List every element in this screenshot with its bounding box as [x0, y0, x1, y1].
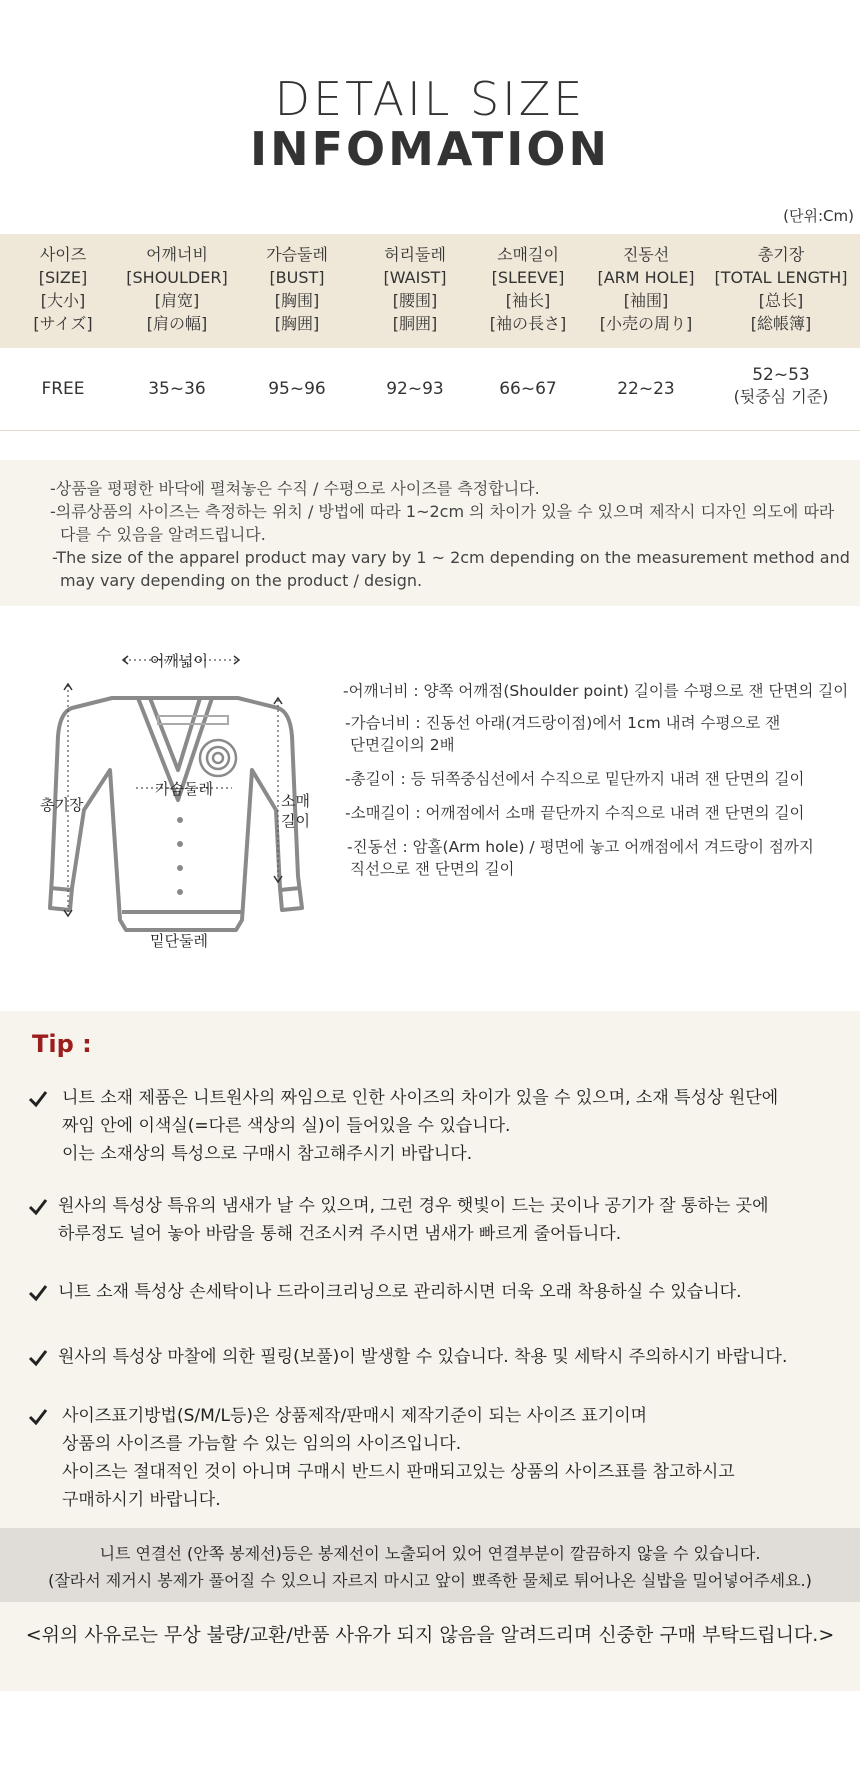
- desc-sleeve: -소매길이 : 어깨점에서 소매 끝단까지 수직으로 내려 잰 단면의 길이: [345, 804, 805, 822]
- col-label-ja: [胸囲]: [274, 314, 320, 333]
- col-label-ko: 허리둘레: [384, 245, 446, 264]
- col-armhole: [584, 234, 708, 335]
- cell-sleeve: 66~67: [499, 379, 557, 399]
- note-line: -The size of the apparel product may vary by 1 ~ 2cm depending on the measurement method and: [52, 548, 850, 567]
- tip-line: 사이즈는 절대적인 것이 아니며 구매시 반드시 판매되고있는 상품의 사이즈표를 참고하시고: [62, 1462, 735, 1482]
- col-label-en: [SIZE]: [38, 268, 88, 287]
- note-line: may vary depending on the product / design.: [60, 571, 423, 590]
- seam-notice-line2: (잘라서 제거시 봉제가 풀어질 수 있으니 자르지 마시고 앞이 뾰족한 물체로 튀어나온 실밥을 밀어넣어주세요.): [48, 1571, 812, 1590]
- col-label-en: [SHOULDER]: [126, 268, 228, 287]
- col-label-zh: [大小]: [40, 291, 86, 310]
- col-waist: [358, 234, 472, 335]
- cell-size: FREE: [41, 379, 85, 399]
- size-table-header: [0, 234, 860, 348]
- sleeve-label-1: 소매: [281, 792, 310, 810]
- col-bust: [236, 234, 358, 335]
- col-label-zh: [总长]: [758, 291, 804, 310]
- cell-shoulder: 35~36: [148, 379, 206, 399]
- col-label-en: [BUST]: [269, 268, 325, 287]
- col-total-length: [708, 234, 854, 335]
- col-label-ja: [総帳簿]: [750, 314, 812, 333]
- desc-armhole-2: 직선으로 잰 단면의 길이: [350, 860, 515, 878]
- note-line: -의류상품의 사이즈는 측정하는 위치 / 방법에 따라 1~2cm 의 차이가 있을 수 있으며 제작시 디자인 의도에 따라: [50, 502, 835, 521]
- check-icon: [28, 1089, 48, 1109]
- col-label-zh: [腰围]: [392, 291, 438, 310]
- measurement-diagram: [0, 640, 860, 970]
- col-label-zh: [袖围]: [623, 291, 669, 310]
- col-label-ko: 사이즈: [39, 245, 87, 264]
- size-table-row: [0, 348, 860, 431]
- col-sleeve: [472, 234, 584, 335]
- col-label-ja: [小売の周り]: [599, 314, 693, 333]
- tip-line: 이는 소재상의 특성으로 구매시 참고해주시기 바랍니다.: [62, 1144, 473, 1164]
- tip-line: 구매하시기 바랍니다.: [62, 1490, 221, 1510]
- col-size: [8, 234, 118, 335]
- tip-line: 원사의 특성상 마찰에 의한 필링(보풀)이 발생할 수 있습니다. 착용 및 세탁시 주의하시기 바랍니다.: [58, 1347, 788, 1367]
- cell-total-length-note: (뒷중심 기준): [733, 387, 829, 406]
- cell-armhole: 22~23: [617, 379, 675, 399]
- tip-item-3: [58, 1278, 741, 1306]
- col-label-zh: [胸围]: [274, 291, 320, 310]
- seam-notice-line1: 니트 연결선 (안쪽 봉제선)등은 봉제선이 노출되어 있어 연결부분이 깔끔하지 않을 수 있습니다.: [99, 1544, 761, 1563]
- col-label-ja: [胴囲]: [392, 314, 438, 333]
- sleeve-label-2: 길이: [281, 812, 310, 830]
- col-label-ja: [サイズ]: [33, 314, 93, 333]
- check-icon: [28, 1283, 48, 1303]
- length-label: 총기장: [40, 796, 84, 814]
- tip-line: 상품의 사이즈를 가늠할 수 있는 임의의 사이즈입니다.: [62, 1434, 462, 1454]
- col-label-en: [TOTAL LENGTH]: [714, 268, 848, 287]
- tip-line: 원사의 특성상 특유의 냄새가 날 수 있으며, 그런 경우 햇빛이 드는 곳이나 공기가 잘 통하는 곳에: [58, 1196, 769, 1216]
- tip-line: 짜임 안에 이색실(=다른 색상의 실)이 들어있을 수 있습니다.: [62, 1116, 511, 1136]
- col-label-zh: [肩宽]: [154, 291, 200, 310]
- col-label-en: [SLEEVE]: [491, 268, 565, 287]
- check-icon: [28, 1407, 48, 1427]
- desc-length: -총길이 : 등 뒤쪽중심선에서 수직으로 밑단까지 내려 잰 단면의 길이: [345, 770, 805, 788]
- tip-item-2: [58, 1192, 769, 1248]
- col-label-en: [ARM HOLE]: [597, 268, 695, 287]
- note-line: 다를 수 있음을 알려드립니다.: [60, 525, 266, 544]
- page-title-line2: INFOMATION: [249, 122, 611, 176]
- cell-waist: 92~93: [386, 379, 444, 399]
- page-title-line1: DETAIL SIZE: [274, 72, 586, 126]
- tip-line: 니트 소재 특성상 손세탁이나 드라이크리닝으로 관리하시면 더욱 오래 착용하실 수 있습니다.: [58, 1282, 742, 1302]
- col-label-en: [WAIST]: [383, 268, 447, 287]
- cell-total-length: [708, 364, 854, 408]
- col-label-ja: [袖の長さ]: [489, 314, 567, 333]
- col-label-ko: 진동선: [622, 245, 670, 264]
- desc-bust-2: 단면길이의 2배: [350, 736, 455, 754]
- closing-notice: <위의 사유로는 무상 불량/교환/반품 사유가 되지 않음을 알려드리며 신중한 구매 부탁드립니다.>: [25, 1624, 835, 1646]
- tip-line: 사이즈표기방법(S/M/L등)은 상품제작/판매시 제작기준이 되는 사이즈 표기이며: [62, 1406, 648, 1426]
- tip-item-1: [62, 1084, 778, 1168]
- col-label-ja: [肩の幅]: [146, 314, 208, 333]
- col-label-ko: 총기장: [757, 245, 805, 264]
- check-icon: [28, 1348, 48, 1368]
- tip-line: 하루정도 널어 놓아 바람을 통해 건조시켜 주시면 냄새가 빠르게 줄어듭니다.: [58, 1224, 622, 1244]
- unit-label: (단위:Cm): [783, 207, 854, 225]
- cell-total-length-value: 52~53: [752, 365, 810, 385]
- col-shoulder: [118, 234, 236, 335]
- col-label-zh: [袖长]: [505, 291, 551, 310]
- check-icon: [28, 1197, 48, 1217]
- col-label-ko: 어깨너비: [146, 245, 208, 264]
- tip-item-4: [58, 1343, 787, 1371]
- hem-label: 밑단둘레: [150, 932, 208, 950]
- col-label-ko: 소매길이: [497, 245, 559, 264]
- tips-title: Tip :: [32, 1030, 92, 1058]
- col-label-ko: 가슴둘레: [266, 245, 328, 264]
- desc-shoulder: -어깨너비 : 양쪽 어깨점(Shoulder point) 길이를 수평으로 잰 단면의 길이: [343, 682, 849, 700]
- tip-item-5: [62, 1402, 735, 1514]
- desc-armhole: -진동선 : 암홀(Arm hole) / 평면에 놓고 어깨점에서 겨드랑이 점까지: [347, 838, 814, 856]
- note-line: -상품을 평평한 바닥에 펼쳐놓은 수직 / 수평으로 사이즈를 측정합니다.: [50, 479, 540, 498]
- bust-label: 가슴둘레: [155, 780, 213, 798]
- desc-bust: -가슴너비 : 진동선 아래(겨드랑이점)에서 1cm 내려 수평으로 잰: [345, 714, 781, 732]
- measurement-notes: [0, 460, 860, 606]
- shoulder-label: 어깨넓이: [150, 652, 208, 670]
- cell-bust: 95~96: [268, 379, 326, 399]
- tip-line: 니트 소재 제품은 니트원사의 짜임으로 인한 사이즈의 차이가 있을 수 있으며, 소재 특성상 원단에: [62, 1088, 779, 1108]
